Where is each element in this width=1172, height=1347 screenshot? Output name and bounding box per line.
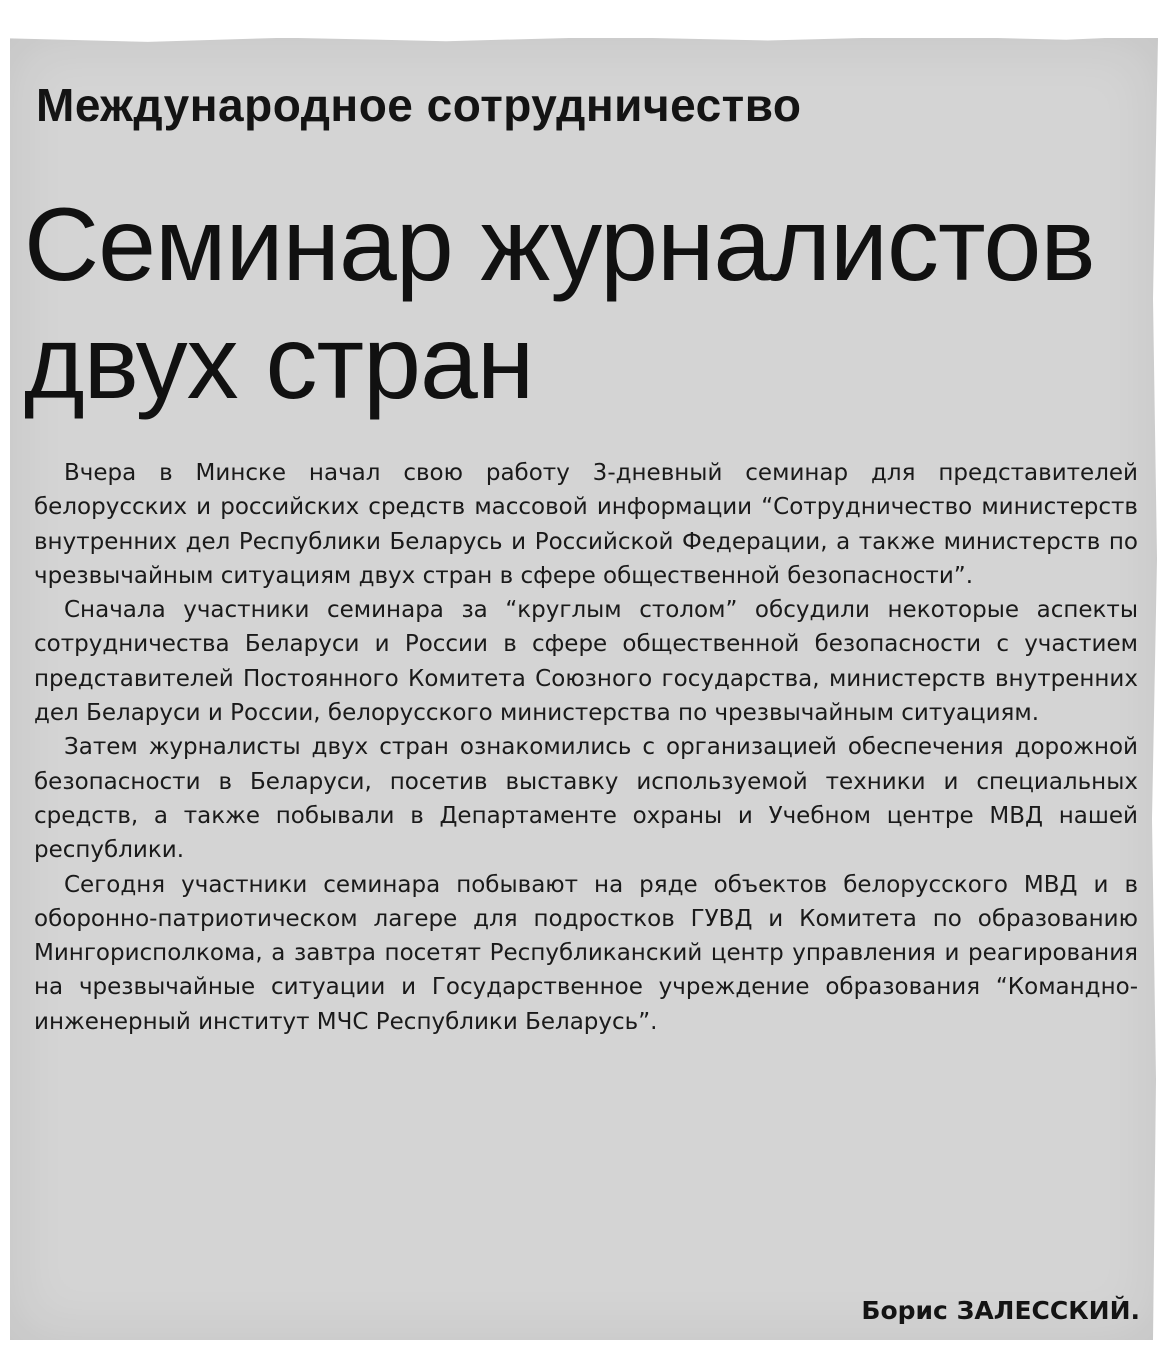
article-body (34, 456, 1138, 1039)
author-byline: Борис ЗАЛЕССКИЙ. (861, 1296, 1140, 1325)
paragraph-1: Вчера в Минске начал свою работу 3-дневный семинар для представителей белорусских и российских средств массовой информации “Сотрудничество министерств внутренних дел Республики Беларусь и Российской Федерации, а также министерств по чрезвычайным ситуациям двух стран в сфере общественной безопасности”. (34, 460, 1138, 589)
paragraph-3: Затем журналисты двух стран ознакомились с организацией обеспечения дорожной безопасности в Беларуси, посетив выставку используемой техники и специальных средств, а также побывали в Департаменте охраны и Учебном центре МВД нашей республики. (34, 734, 1138, 864)
newspaper-clipping (10, 38, 1158, 1340)
headline-line-1: Семинар журналистов (24, 187, 1095, 303)
section-rubric: Международное сотрудничество (36, 79, 802, 131)
headline-line-2: двух стран (24, 305, 534, 421)
paragraph-4: Сегодня участники семинара побывают на ряде объектов белорусского МВД и в оборонно-патриотическом лагере для подростков ГУВД и Комитета по образованию Мингорисполкома, а завтра посетят Республиканский центр управления и реагирования на чрезвычайные ситуации и Государственное учреждение образования “Командно-инженерный институт МЧС Республики Беларусь”. (34, 871, 1138, 1035)
paragraph-2: Сначала участники семинара за “круглым столом” обсудили некоторые аспекты сотрудничества Беларуси и России в сфере общественной безопасности с участием представителей Постоянного Комитета Союзного государства, министерств внутренних дел Беларуси и России, белорусского министерства по чрезвычайным ситуациям. (34, 597, 1138, 727)
article-headline (24, 186, 1144, 422)
